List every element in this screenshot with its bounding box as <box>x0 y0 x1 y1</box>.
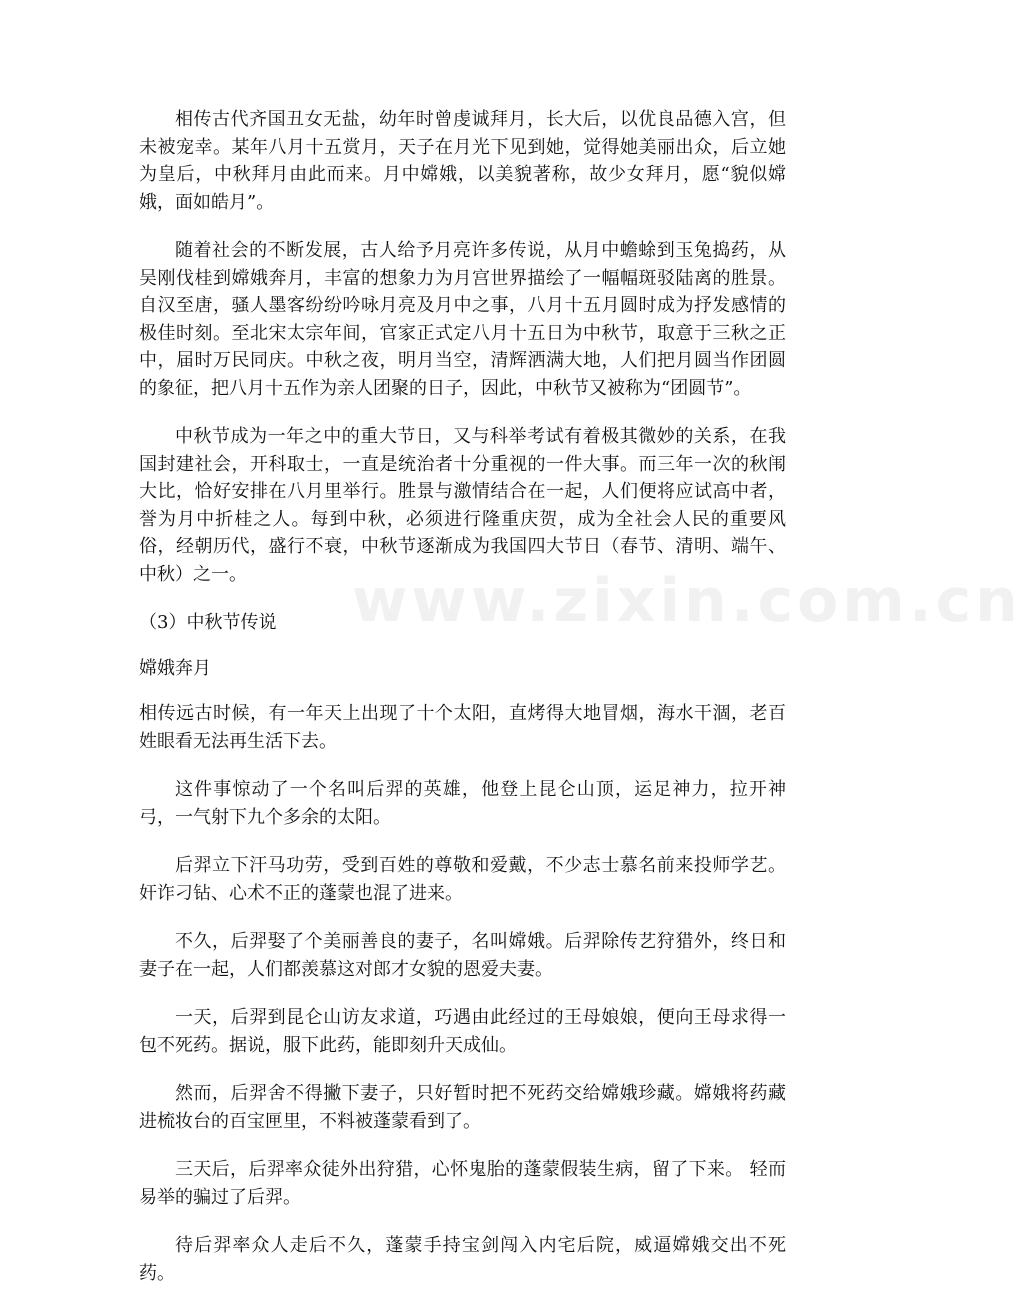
subsection-heading: 嫦娥奔月 <box>139 657 211 679</box>
paragraph-pengmeng: 后羿立下汗马功劳，受到百姓的尊敬和爱戴，不少志士慕名前来投师学艺。奸诈刁钻、心术不正的蓬蒙也混了进来。 <box>139 855 786 904</box>
section-heading: （3）中秋节传说 <box>139 612 277 633</box>
paragraph-ten-suns: 相传远古时候，有一年天上出现了十个太阳，直烤得大地冒烟，海水干涸，老百姓眼看无法再生活下去。 <box>139 703 786 752</box>
paragraph-moon-legends: 随着社会的不断发展，古人给予月亮许多传说，从月中蟾蜍到玉兔捣药，从吴刚伐桂到嫦娥奔月，丰富的想象力为月宫世界描绘了一幅幅斑驳陆离的胜景。自汉至唐，骚人墨客纷纷吟咏月亮及月中之事，八月十五月圆时成为抒发感情的极佳时刻。至北宋太宗年间，官家正式定八月十五日为中秋节，取意于三秋之正中，届时万民同庆。中秋之夜，明月当空，清辉洒满大地，人们把月圆当作团圆的象征，把八月十五作为亲人团聚的日子，因此，中秋节又被称为“团圆节”。 <box>139 240 786 399</box>
paragraph-elixir: 一天，后羿到昆仑山访友求道，巧遇由此经过的王母娘娘，便向王母求得一包不死药。据说，服下此药，能即刻升天成仙。 <box>139 1007 786 1056</box>
paragraph-houyi-shoots: 这件事惊动了一个名叫后羿的英雄，他登上昆仑山顶，运足神力，拉开神弓，一气射下九个多余的太阳。 <box>139 779 786 828</box>
paragraph-marriage: 不久，后羿娶了个美丽善良的妻子，名叫嫦娥。后羿除传艺狩猎外，终日和妻子在一起，人们都羡慕这对郎才女貌的恩爱夫妻。 <box>139 931 786 980</box>
paragraph-wuyan-legend: 相传古代齐国丑女无盐，幼年时曾虔诚拜月，长大后，以优良品德入宫，但未被宠幸。某年八月十五赏月，天子在月光下见到她，觉得她美丽出众，后立她为皇后，中秋拜月由此而来。月中嫦娥，以美貌著称，故少女拜月，愿“貌似嫦娥，面如皓月”。 <box>139 109 786 213</box>
document-body <box>139 106 786 1308</box>
watermark: www.zixin.com.cn <box>352 566 1022 636</box>
paragraph-imperial-exam: 中秋节成为一年之中的重大节日，又与科举考试有着极其微妙的关系，在我国封建社会，开科取士，一直是统治者十分重视的一件大事。而三年一次的秋闱大比，恰好安排在八月里举行。胜景与激情结合在一起，人们便将应试高中者，誉为月中折桂之人。每到中秋，必须进行隆重庆贺，成为全社会人民的重要风俗，经朝历代，盛行不衰，中秋节逐渐成为我国四大节日（春节、清明、端午、中秋）之一。 <box>139 426 786 585</box>
paragraph-threat: 待后羿率众人走后不久，蓬蒙手持宝剑闯入内宅后院，威逼嫦娥交出不死药。 <box>139 1235 786 1284</box>
paragraph-hidden-elixir: 然而，后羿舍不得撇下妻子，只好暂时把不死药交给嫦娥珍藏。嫦娥将药藏进梳妆台的百宝匣里，不料被蓬蒙看到了。 <box>139 1083 786 1132</box>
paragraph-hunting: 三天后，后羿率众徒外出狩猎，心怀鬼胎的蓬蒙假装生病，留了下来。 轻而易举的骗过了后羿。 <box>139 1159 786 1208</box>
